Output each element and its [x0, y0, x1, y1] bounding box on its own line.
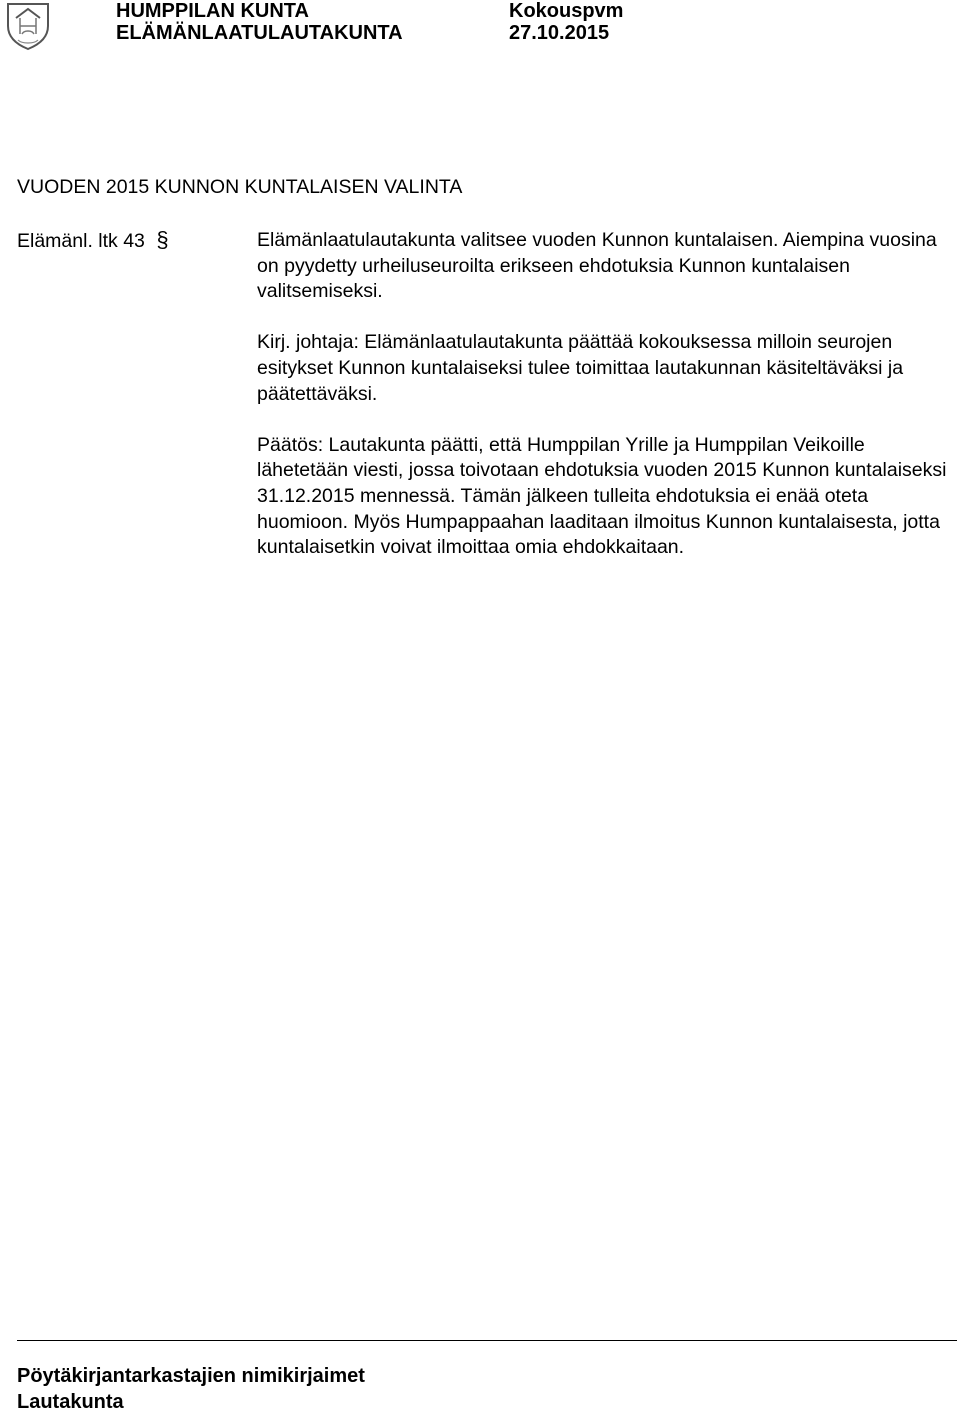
meeting-date: 27.10.2015 [509, 22, 610, 44]
item-reference [17, 228, 169, 253]
committee-label: Lautakunta [17, 1391, 124, 1413]
decision-paragraph: Päätös: Lautakunta päätti, että Humppilan Yrille ja Humppilan Veikoille lähetetään viesti, jossa toivotaan ehdotuksia vuoden 2015 Kunnon kuntalaiseksi 31.12.2015 mennessä. Tämän jälkeen tulleita ehdotuksia ei enää oteta huomioon. Myös Humpappaahan laaditaan ilmoitus Kunnon kuntalaisesta, jotta kuntalaisetkin voivat ilmoittaa omia ehdokkaitaan. [257, 433, 947, 559]
intro-paragraph: Elämänlaatulautakunta valitsee vuoden Kunnon kuntalaisen. Aiempina vuosina on pyydetty urheiluseuroilta erikseen ehdotuksia Kunnon kuntalaisen valitsemiseksi. [257, 229, 937, 303]
municipality-name: HUMPPILAN KUNTA [116, 0, 309, 22]
reference-label: Elämänl. ltk 43 [17, 230, 145, 252]
signature-line [17, 1340, 957, 1341]
item-title: VUODEN 2015 KUNNON KUNTALAISEN VALINTA [17, 176, 463, 198]
proposal-paragraph: Kirj. johtaja: Elämänlaatulautakunta päättää kokouksessa milloin seurojen esitykset Kunnon kuntalaiseksi tulee toimittaa lautakunnan käsiteltäväksi ja päätettäväksi. [257, 331, 904, 405]
signatures-label: Pöytäkirjantarkastajien nimikirjaimet [17, 1365, 365, 1387]
section-symbol: § [156, 227, 169, 252]
municipal-coat-of-arms-icon [2, 0, 54, 52]
committee-name: ELÄMÄNLAATULAUTAKUNTA [116, 22, 403, 44]
item-body [257, 228, 947, 586]
meeting-date-label: Kokouspvm [509, 0, 624, 22]
